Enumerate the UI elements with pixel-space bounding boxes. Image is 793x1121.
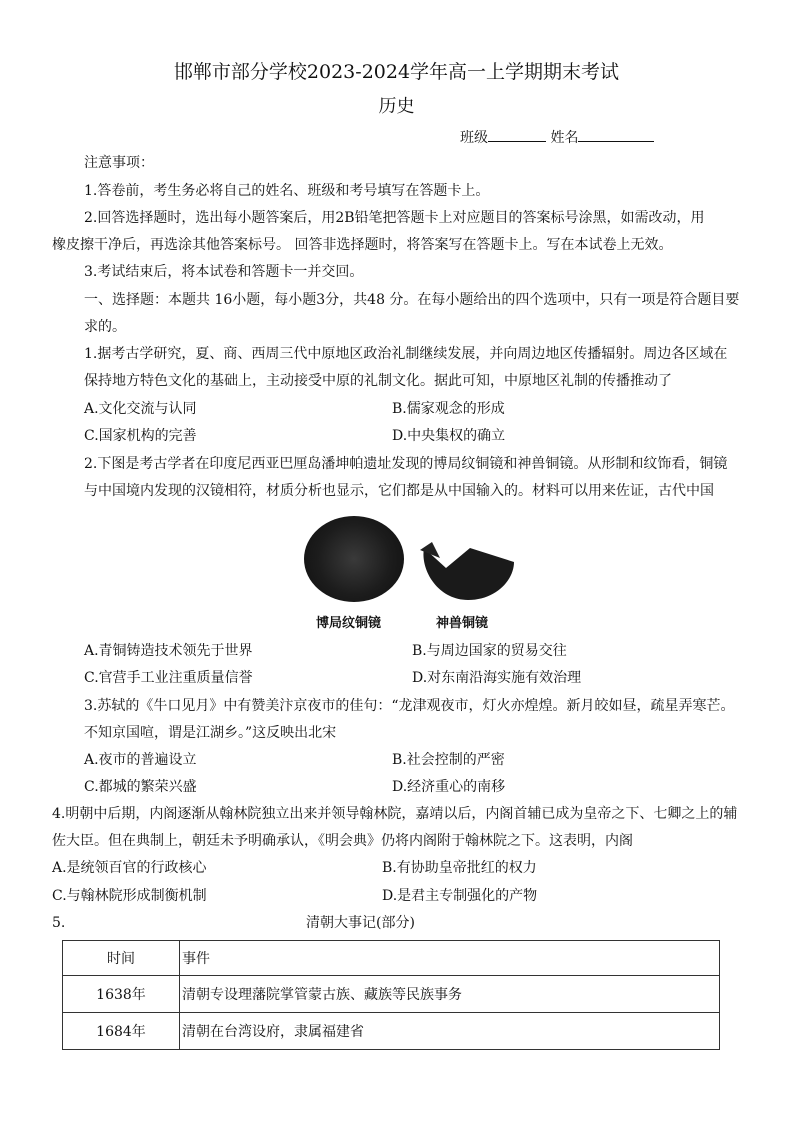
question-1-option-c: C.国家机构的完善 bbox=[84, 428, 197, 444]
question-4-line-1: 4.明朝中后期，内阁逐渐从翰林院独立出来并领导翰林院，嘉靖以后，内阁首辅已成为皇帝之下、七卿之上的辅 bbox=[52, 806, 738, 822]
question-3-option-c: C.都城的繁荣兴盛 bbox=[84, 779, 197, 795]
boju-mirror-image bbox=[304, 516, 404, 602]
question-5-table-title: 清朝大事记(部分) bbox=[306, 915, 415, 931]
qing-events-table bbox=[62, 940, 720, 1050]
table-cell-time: 1684年 bbox=[63, 1013, 180, 1050]
question-4-line-2: 佐大臣。但在典制上，朝廷未予明确承认，《明会典》仍将内阁附于翰林院之下。这表明，内阁 bbox=[52, 833, 633, 849]
table-cell-event: 清朝专设理藩院掌管蒙古族、藏族等民族事务 bbox=[180, 976, 720, 1013]
notes-item-1: 1.答卷前，考生务必将自己的姓名、班级和考号填写在答题卡上。 bbox=[84, 183, 490, 199]
table-row bbox=[63, 1013, 720, 1050]
table-row bbox=[63, 976, 720, 1013]
question-1-option-d: D.中央集权的确立 bbox=[392, 428, 506, 444]
table-header-time: 时间 bbox=[63, 941, 180, 976]
question-4-option-a: A.是统领百官的行政核心 bbox=[52, 860, 207, 876]
subject-title: 历史 bbox=[378, 96, 415, 117]
question-2-option-b: B.与周边国家的贸易交往 bbox=[412, 643, 567, 659]
table-cell-event: 清朝在台湾设府，隶属福建省 bbox=[180, 1013, 720, 1050]
question-2-option-a: A.青铜铸造技术领先于世界 bbox=[84, 643, 253, 659]
question-5-number: 5. bbox=[52, 915, 66, 931]
question-1-option-a: A.文化交流与认同 bbox=[84, 401, 197, 417]
question-2-line-2: 与中国境内发现的汉镜相符，材质分析也显示，它们都是从中国输入的。材料可以用来佐证，古代中国 bbox=[84, 483, 714, 499]
question-2-option-c: C.官营手工业注重质量信誉 bbox=[84, 670, 253, 686]
exam-title: 邯郸市部分学校2023-2024学年高一上学期期末考试 bbox=[173, 61, 620, 83]
name-label: 姓名 bbox=[550, 130, 579, 146]
notes-item-2-line-2: 橡皮擦干净后，再选涂其他答案标号。 回答非选择题时，将答案写在答题卡上。写在本试卷上无效。 bbox=[52, 237, 673, 253]
caption-shenshou-mirror: 神兽铜镜 bbox=[436, 616, 489, 631]
question-3-line-2: 不知京国喧，谓是江湖乡。”这反映出北宋 bbox=[84, 725, 337, 741]
class-blank[interactable] bbox=[488, 127, 546, 142]
table-header-row bbox=[63, 941, 720, 976]
question-3-option-b: B.社会控制的严密 bbox=[392, 752, 505, 768]
class-label: 班级 bbox=[460, 130, 488, 146]
question-2-line-1: 2.下图是考古学者在印度尼西亚巴厘岛潘坤帕遗址发现的博局纹铜镜和神兽铜镜。从形制和纹饰看，铜镜 bbox=[84, 456, 728, 472]
student-info bbox=[460, 127, 654, 148]
question-3-option-a: A.夜市的普遍设立 bbox=[84, 752, 197, 768]
caption-boju-mirror: 博局纹铜镜 bbox=[316, 616, 382, 631]
question-1-option-b: B.儒家观念的形成 bbox=[392, 401, 505, 417]
shenshou-mirror-image bbox=[418, 540, 518, 602]
name-blank[interactable] bbox=[578, 127, 654, 142]
question-3-line-1: 3.苏轼的《牛口见月》中有赞美汴京夜市的佳句：“龙津观夜市，灯火亦煌煌。新月皎如昼，疏星弄寒芒。 bbox=[84, 698, 735, 714]
table-header-event: 事件 bbox=[180, 941, 720, 976]
question-2-option-d: D.对东南沿海实施有效治理 bbox=[412, 670, 582, 686]
question-3-option-d: D.经济重心的南移 bbox=[392, 779, 506, 795]
notes-heading: 注意事项： bbox=[84, 155, 154, 171]
notes-item-3: 3.考试结束后，将本试卷和答题卡一并交回。 bbox=[84, 264, 364, 280]
section-1-line-1: 一、选择题：本题共 16小题，每小题3分，共48 分。在每小题给出的四个选项中，只有一项是符合题目要 bbox=[84, 292, 740, 308]
question-1-line-2: 保持地方特色文化的基础上，主动接受中原的礼制文化。据此可知，中原地区礼制的传播推动了 bbox=[84, 373, 672, 389]
question-4-option-d: D.是君主专制强化的产物 bbox=[382, 888, 538, 904]
question-4-option-b: B.有协助皇帝批红的权力 bbox=[382, 860, 537, 876]
section-1-line-2: 求的。 bbox=[84, 319, 126, 335]
question-1-line-1: 1.据考古学研究，夏、商、西周三代中原地区政治礼制继续发展，并向周边地区传播辐射。周边各区域在 bbox=[84, 346, 728, 362]
notes-item-2-line-1: 2.回答选择题时，选出每小题答案后，用2B铅笔把答题卡上对应题目的答案标号涂黑，如需改动，用 bbox=[84, 210, 705, 226]
table-cell-time: 1638年 bbox=[63, 976, 180, 1013]
question-4-option-c: C.与翰林院形成制衡机制 bbox=[52, 888, 207, 904]
